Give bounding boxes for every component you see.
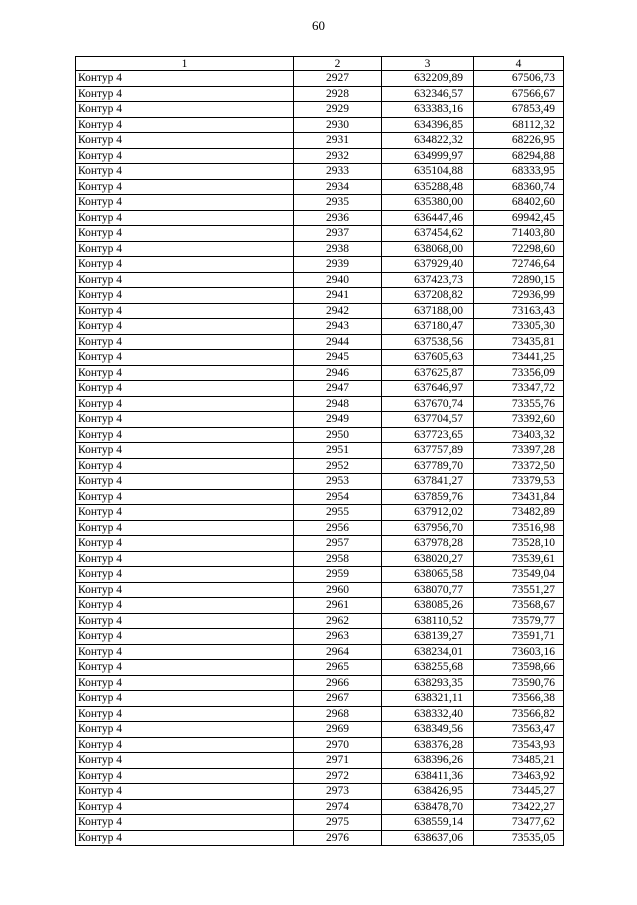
point-number-cell: 2939: [294, 257, 382, 273]
coordinate-x-cell: 638085,26: [382, 598, 474, 614]
page-number: 60: [312, 18, 325, 33]
contour-name-cell: Контур 4: [76, 520, 294, 536]
coordinate-y-cell: 73305,30: [474, 319, 564, 335]
table-row: [76, 629, 564, 645]
coordinate-x-cell: 638478,70: [382, 799, 474, 815]
coordinate-y-cell: 68294,88: [474, 148, 564, 164]
contour-name-cell: Контур 4: [76, 799, 294, 815]
point-number-cell: 2927: [294, 71, 382, 87]
coordinate-y-cell: 73347,72: [474, 381, 564, 397]
table-row: [76, 505, 564, 521]
table-row: [76, 784, 564, 800]
coordinate-x-cell: 635380,00: [382, 195, 474, 211]
coordinate-y-cell: 73549,04: [474, 567, 564, 583]
coordinate-y-cell: 73598,66: [474, 660, 564, 676]
contour-name-cell: Контур 4: [76, 350, 294, 366]
point-number-cell: 2962: [294, 613, 382, 629]
coordinate-y-cell: 73566,38: [474, 691, 564, 707]
table-row: [76, 334, 564, 350]
table-row: [76, 412, 564, 428]
point-number-cell: 2951: [294, 443, 382, 459]
table-row: [76, 272, 564, 288]
contour-name-cell: Контур 4: [76, 489, 294, 505]
coordinate-x-cell: 637208,82: [382, 288, 474, 304]
coordinate-y-cell: 73591,71: [474, 629, 564, 645]
point-number-cell: 2946: [294, 365, 382, 381]
point-number-cell: 2947: [294, 381, 382, 397]
table-row: [76, 133, 564, 149]
contour-name-cell: Контур 4: [76, 288, 294, 304]
coordinate-y-cell: 73485,21: [474, 753, 564, 769]
coordinate-x-cell: 637929,40: [382, 257, 474, 273]
table-row: [76, 830, 564, 846]
point-number-cell: 2930: [294, 117, 382, 133]
table-row: [76, 768, 564, 784]
coordinate-x-cell: 638234,01: [382, 644, 474, 660]
point-number-cell: 2975: [294, 815, 382, 831]
contour-name-cell: Контур 4: [76, 613, 294, 629]
point-number-cell: 2959: [294, 567, 382, 583]
contour-name-cell: Контур 4: [76, 102, 294, 118]
contour-name-cell: Контур 4: [76, 768, 294, 784]
contour-name-cell: Контур 4: [76, 334, 294, 350]
table-row: [76, 520, 564, 536]
contour-name-cell: Контур 4: [76, 582, 294, 598]
table-row: [76, 117, 564, 133]
coordinate-x-cell: 635104,88: [382, 164, 474, 180]
coordinate-x-cell: 638068,00: [382, 241, 474, 257]
coordinate-x-cell: 638332,40: [382, 706, 474, 722]
point-number-cell: 2957: [294, 536, 382, 552]
coordinate-y-cell: 73535,05: [474, 830, 564, 846]
point-number-cell: 2954: [294, 489, 382, 505]
column-header-4: 4: [474, 57, 564, 71]
contour-name-cell: Контур 4: [76, 536, 294, 552]
coordinate-x-cell: 637859,76: [382, 489, 474, 505]
coordinate-y-cell: 71403,80: [474, 226, 564, 242]
coordinate-x-cell: 638255,68: [382, 660, 474, 676]
contour-name-cell: Контур 4: [76, 551, 294, 567]
point-number-cell: 2969: [294, 722, 382, 738]
coordinate-x-cell: 637789,70: [382, 458, 474, 474]
table-row: [76, 71, 564, 87]
point-number-cell: 2961: [294, 598, 382, 614]
point-number-cell: 2952: [294, 458, 382, 474]
coordinate-x-cell: 637180,47: [382, 319, 474, 335]
coordinate-y-cell: 73477,62: [474, 815, 564, 831]
coordinate-y-cell: 72746,64: [474, 257, 564, 273]
coordinate-x-cell: 637912,02: [382, 505, 474, 521]
coordinate-x-cell: 637670,74: [382, 396, 474, 412]
coordinate-x-cell: 637757,89: [382, 443, 474, 459]
point-number-cell: 2948: [294, 396, 382, 412]
table-body: [76, 71, 564, 846]
contour-name-cell: Контур 4: [76, 505, 294, 521]
column-header-1: 1: [76, 57, 294, 71]
coordinate-y-cell: 73379,53: [474, 474, 564, 490]
coordinate-x-cell: 637625,87: [382, 365, 474, 381]
table-row: [76, 706, 564, 722]
coordinate-x-cell: 636447,46: [382, 210, 474, 226]
contour-name-cell: Контур 4: [76, 737, 294, 753]
table-row: [76, 660, 564, 676]
point-number-cell: 2944: [294, 334, 382, 350]
table-row: [76, 210, 564, 226]
point-number-cell: 2934: [294, 179, 382, 195]
point-number-cell: 2929: [294, 102, 382, 118]
contour-name-cell: Контур 4: [76, 412, 294, 428]
contour-name-cell: Контур 4: [76, 691, 294, 707]
point-number-cell: 2935: [294, 195, 382, 211]
point-number-cell: 2943: [294, 319, 382, 335]
point-number-cell: 2976: [294, 830, 382, 846]
coordinate-y-cell: 73543,93: [474, 737, 564, 753]
table-row: [76, 319, 564, 335]
point-number-cell: 2967: [294, 691, 382, 707]
contour-name-cell: Контур 4: [76, 396, 294, 412]
contour-name-cell: Контур 4: [76, 241, 294, 257]
contour-name-cell: Контур 4: [76, 226, 294, 242]
coordinate-x-cell: 637841,27: [382, 474, 474, 490]
coordinate-y-cell: 73528,10: [474, 536, 564, 552]
point-number-cell: 2940: [294, 272, 382, 288]
contour-name-cell: Контур 4: [76, 474, 294, 490]
coordinate-y-cell: 73392,60: [474, 412, 564, 428]
coordinate-y-cell: 68112,32: [474, 117, 564, 133]
table-row: [76, 737, 564, 753]
coordinate-x-cell: 637646,97: [382, 381, 474, 397]
table-row: [76, 179, 564, 195]
coordinate-x-cell: 633383,16: [382, 102, 474, 118]
point-number-cell: 2936: [294, 210, 382, 226]
table-row: [76, 474, 564, 490]
contour-name-cell: Контур 4: [76, 830, 294, 846]
table-row: [76, 288, 564, 304]
table-row: [76, 148, 564, 164]
table-row: [76, 691, 564, 707]
table-row: [76, 458, 564, 474]
contour-name-cell: Контур 4: [76, 722, 294, 738]
contour-name-cell: Контур 4: [76, 598, 294, 614]
coordinate-x-cell: 634822,32: [382, 133, 474, 149]
point-number-cell: 2972: [294, 768, 382, 784]
table-row: [76, 675, 564, 691]
coordinate-x-cell: 637423,73: [382, 272, 474, 288]
contour-name-cell: Контур 4: [76, 365, 294, 381]
contour-name-cell: Контур 4: [76, 567, 294, 583]
coordinate-y-cell: 68360,74: [474, 179, 564, 195]
contour-name-cell: Контур 4: [76, 117, 294, 133]
coordinate-x-cell: 638110,52: [382, 613, 474, 629]
coordinate-y-cell: 73463,92: [474, 768, 564, 784]
table-row: [76, 241, 564, 257]
coordinate-x-cell: 637188,00: [382, 303, 474, 319]
coordinate-x-cell: 638139,27: [382, 629, 474, 645]
table-header: [76, 57, 564, 71]
table-row: [76, 303, 564, 319]
contour-name-cell: Контур 4: [76, 784, 294, 800]
table-row: [76, 381, 564, 397]
coordinate-y-cell: 69942,45: [474, 210, 564, 226]
point-number-cell: 2966: [294, 675, 382, 691]
contour-name-cell: Контур 4: [76, 272, 294, 288]
point-number-cell: 2963: [294, 629, 382, 645]
coordinate-x-cell: 638349,56: [382, 722, 474, 738]
table-row: [76, 598, 564, 614]
point-number-cell: 2931: [294, 133, 382, 149]
coordinate-x-cell: 632346,57: [382, 86, 474, 102]
point-number-cell: 2953: [294, 474, 382, 490]
point-number-cell: 2945: [294, 350, 382, 366]
coordinate-y-cell: 73355,76: [474, 396, 564, 412]
coordinate-y-cell: 73603,16: [474, 644, 564, 660]
coordinate-y-cell: 73579,77: [474, 613, 564, 629]
point-number-cell: 2968: [294, 706, 382, 722]
contour-name-cell: Контур 4: [76, 644, 294, 660]
contour-name-cell: Контур 4: [76, 675, 294, 691]
contour-name-cell: Контур 4: [76, 164, 294, 180]
table-row: [76, 613, 564, 629]
contour-name-cell: Контур 4: [76, 815, 294, 831]
coordinate-y-cell: 72890,15: [474, 272, 564, 288]
coordinate-y-cell: 67506,73: [474, 71, 564, 87]
coordinate-y-cell: 73163,43: [474, 303, 564, 319]
contour-name-cell: Контур 4: [76, 753, 294, 769]
coordinate-y-cell: 73539,61: [474, 551, 564, 567]
coordinate-x-cell: 637704,57: [382, 412, 474, 428]
contour-name-cell: Контур 4: [76, 381, 294, 397]
point-number-cell: 2974: [294, 799, 382, 815]
table-row: [76, 799, 564, 815]
coordinate-y-cell: 73551,27: [474, 582, 564, 598]
coordinate-y-cell: 68226,95: [474, 133, 564, 149]
point-number-cell: 2941: [294, 288, 382, 304]
point-number-cell: 2958: [294, 551, 382, 567]
coordinate-y-cell: 73403,32: [474, 427, 564, 443]
point-number-cell: 2937: [294, 226, 382, 242]
coordinate-y-cell: 67853,49: [474, 102, 564, 118]
table-row: [76, 489, 564, 505]
coordinate-x-cell: 632209,89: [382, 71, 474, 87]
point-number-cell: 2956: [294, 520, 382, 536]
table-row: [76, 195, 564, 211]
contour-name-cell: Контур 4: [76, 210, 294, 226]
contour-name-cell: Контур 4: [76, 86, 294, 102]
table-row: [76, 582, 564, 598]
contour-name-cell: Контур 4: [76, 133, 294, 149]
coordinate-y-cell: 73563,47: [474, 722, 564, 738]
coordinate-y-cell: 67566,67: [474, 86, 564, 102]
coordinate-x-cell: 638376,28: [382, 737, 474, 753]
table-row: [76, 536, 564, 552]
coordinate-y-cell: 73431,84: [474, 489, 564, 505]
contour-name-cell: Контур 4: [76, 71, 294, 87]
coordinate-x-cell: 637605,63: [382, 350, 474, 366]
coordinate-x-cell: 638020,27: [382, 551, 474, 567]
coordinate-y-cell: 73435,81: [474, 334, 564, 350]
table-row: [76, 350, 564, 366]
coordinate-y-cell: 73441,25: [474, 350, 564, 366]
coordinate-x-cell: 638065,58: [382, 567, 474, 583]
coordinate-x-cell: 637978,28: [382, 536, 474, 552]
contour-name-cell: Контур 4: [76, 629, 294, 645]
coordinate-x-cell: 637454,62: [382, 226, 474, 242]
coordinate-x-cell: 638070,77: [382, 582, 474, 598]
contour-name-cell: Контур 4: [76, 319, 294, 335]
contour-name-cell: Контур 4: [76, 427, 294, 443]
coordinate-y-cell: 73482,89: [474, 505, 564, 521]
coordinate-y-cell: 72936,99: [474, 288, 564, 304]
coordinates-table: [75, 56, 564, 846]
coordinate-y-cell: 73397,28: [474, 443, 564, 459]
contour-name-cell: Контур 4: [76, 257, 294, 273]
column-header-2: 2: [294, 57, 382, 71]
coordinate-x-cell: 638411,36: [382, 768, 474, 784]
coordinate-x-cell: 637538,56: [382, 334, 474, 350]
point-number-cell: 2950: [294, 427, 382, 443]
column-header-3: 3: [382, 57, 474, 71]
coordinate-x-cell: 638559,14: [382, 815, 474, 831]
header-row: [76, 57, 564, 71]
coordinate-x-cell: 638293,35: [382, 675, 474, 691]
coordinate-y-cell: 73445,27: [474, 784, 564, 800]
point-number-cell: 2971: [294, 753, 382, 769]
table-row: [76, 365, 564, 381]
table-row: [76, 86, 564, 102]
table-row: [76, 443, 564, 459]
contour-name-cell: Контур 4: [76, 660, 294, 676]
coordinate-y-cell: 73568,67: [474, 598, 564, 614]
table-row: [76, 551, 564, 567]
coordinate-x-cell: 637723,65: [382, 427, 474, 443]
table-row: [76, 427, 564, 443]
contour-name-cell: Контур 4: [76, 303, 294, 319]
point-number-cell: 2928: [294, 86, 382, 102]
contour-name-cell: Контур 4: [76, 706, 294, 722]
table-row: [76, 164, 564, 180]
point-number-cell: 2938: [294, 241, 382, 257]
table-row: [76, 815, 564, 831]
coordinate-x-cell: 638321,11: [382, 691, 474, 707]
point-number-cell: 2942: [294, 303, 382, 319]
coordinate-x-cell: 634396,85: [382, 117, 474, 133]
contour-name-cell: Контур 4: [76, 179, 294, 195]
table-row: [76, 722, 564, 738]
table-row: [76, 257, 564, 273]
coordinate-y-cell: 72298,60: [474, 241, 564, 257]
table-row: [76, 644, 564, 660]
coordinate-y-cell: 68333,95: [474, 164, 564, 180]
table-row: [76, 102, 564, 118]
coordinate-y-cell: 68402,60: [474, 195, 564, 211]
coordinate-y-cell: 73422,27: [474, 799, 564, 815]
point-number-cell: 2960: [294, 582, 382, 598]
point-number-cell: 2932: [294, 148, 382, 164]
point-number-cell: 2970: [294, 737, 382, 753]
point-number-cell: 2964: [294, 644, 382, 660]
coordinate-y-cell: 73372,50: [474, 458, 564, 474]
table-row: [76, 396, 564, 412]
contour-name-cell: Контур 4: [76, 195, 294, 211]
coordinate-x-cell: 638426,95: [382, 784, 474, 800]
coordinate-y-cell: 73566,82: [474, 706, 564, 722]
coordinate-x-cell: 637956,70: [382, 520, 474, 536]
coordinate-x-cell: 635288,48: [382, 179, 474, 195]
point-number-cell: 2949: [294, 412, 382, 428]
point-number-cell: 2965: [294, 660, 382, 676]
table-row: [76, 226, 564, 242]
coordinate-x-cell: 634999,97: [382, 148, 474, 164]
table-row: [76, 567, 564, 583]
coordinate-x-cell: 638637,06: [382, 830, 474, 846]
coordinate-y-cell: 73516,98: [474, 520, 564, 536]
contour-name-cell: Контур 4: [76, 148, 294, 164]
point-number-cell: 2955: [294, 505, 382, 521]
point-number-cell: 2933: [294, 164, 382, 180]
contour-name-cell: Контур 4: [76, 443, 294, 459]
contour-name-cell: Контур 4: [76, 458, 294, 474]
coordinate-y-cell: 73590,76: [474, 675, 564, 691]
table-row: [76, 753, 564, 769]
coordinate-y-cell: 73356,09: [474, 365, 564, 381]
coordinate-x-cell: 638396,26: [382, 753, 474, 769]
point-number-cell: 2973: [294, 784, 382, 800]
